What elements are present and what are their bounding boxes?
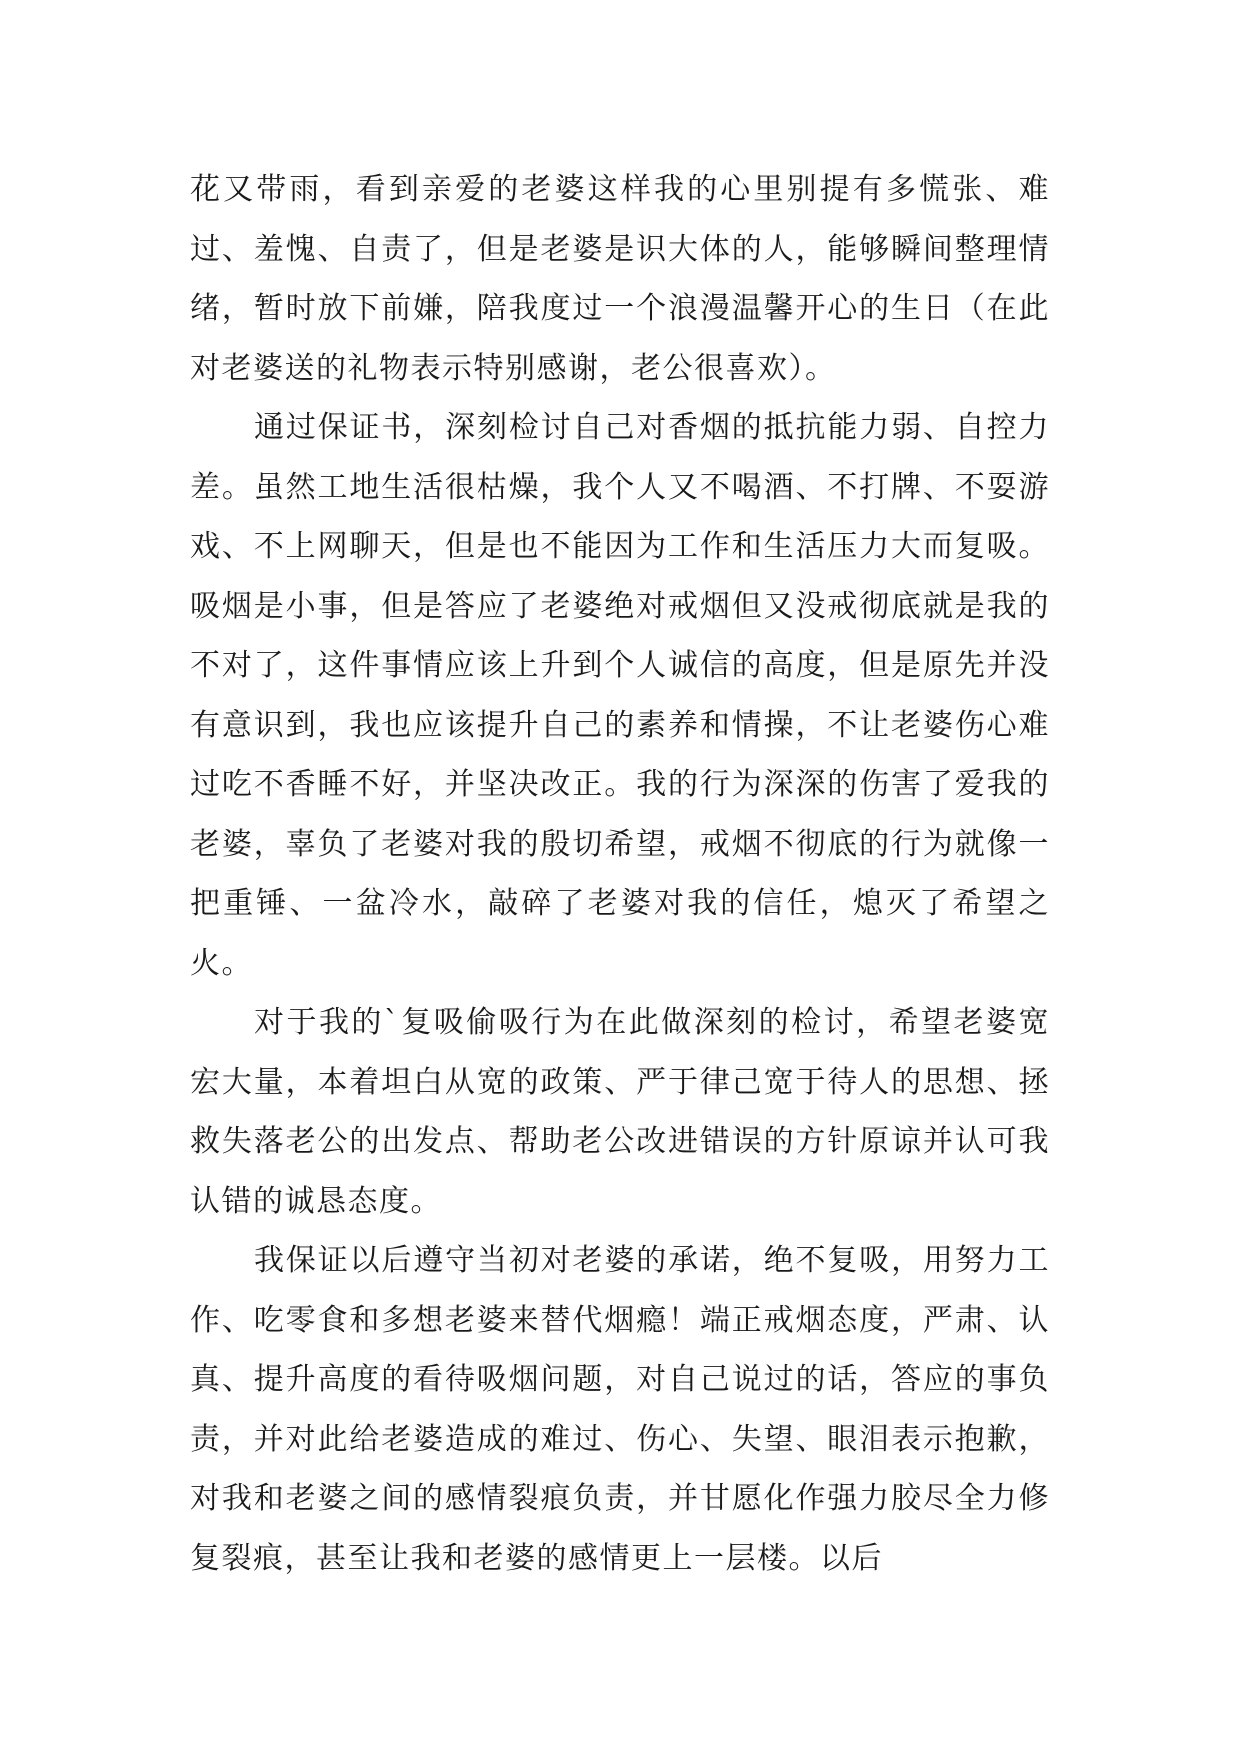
- paragraph-3: 对于我的`复吸偷吸行为在此做深刻的检讨，希望老婆宽宏大量，本着坦白从宽的政策、严于律己宽于待人的思想、拯救失落老公的出发点、帮助老公改进错误的方针原谅并认可我认错的诚恳态度。: [190, 1005, 1050, 1219]
- paragraph-4: 我保证以后遵守当初对老婆的承诺，绝不复吸，用努力工作、吃零食和多想老婆来替代烟瘾！端正戒烟态度，严肃、认真、提升高度的看待吸烟问题，对自己说过的话，答应的事负责，并对此给老婆造成的难过、伤心、失望、眼泪表示抱歉，对我和老婆之间的感情裂痕负责，并甘愿化作强力胶尽全力修复裂痕，甚至让我和老婆的感情更上一层楼。以后: [190, 1243, 1050, 1576]
- paragraph-2: 通过保证书，深刻检讨自己对香烟的抵抗能力弱、自控力差。虽然工地生活很枯燥，我个人又不喝酒、不打牌、不耍游戏、不上网聊天，但是也不能因为工作和生活压力大而复吸。吸烟是小事，但是答应了老婆绝对戒烟但又没戒彻底就是我的不对了，这件事情应该上升到个人诚信的高度，但是原先并没有意识到，我也应该提升自己的素养和情操，不让老婆伤心难过吃不香睡不好，并坚决改正。我的行为深深的伤害了爱我的老婆，辜负了老婆对我的殷切希望，戒烟不彻底的行为就像一把重锤、一盆冷水，敲碎了老婆对我的信任，熄灭了希望之火。: [190, 410, 1050, 981]
- document-body: [190, 160, 1050, 1588]
- paragraph-1: 花又带雨，看到亲爱的老婆这样我的心里别提有多慌张、难过、羞愧、自责了，但是老婆是识大体的人，能够瞬间整理情绪，暂时放下前嫌，陪我度过一个浪漫温馨开心的生日（在此对老婆送的礼物表示特别感谢，老公很喜欢）。: [190, 172, 1050, 386]
